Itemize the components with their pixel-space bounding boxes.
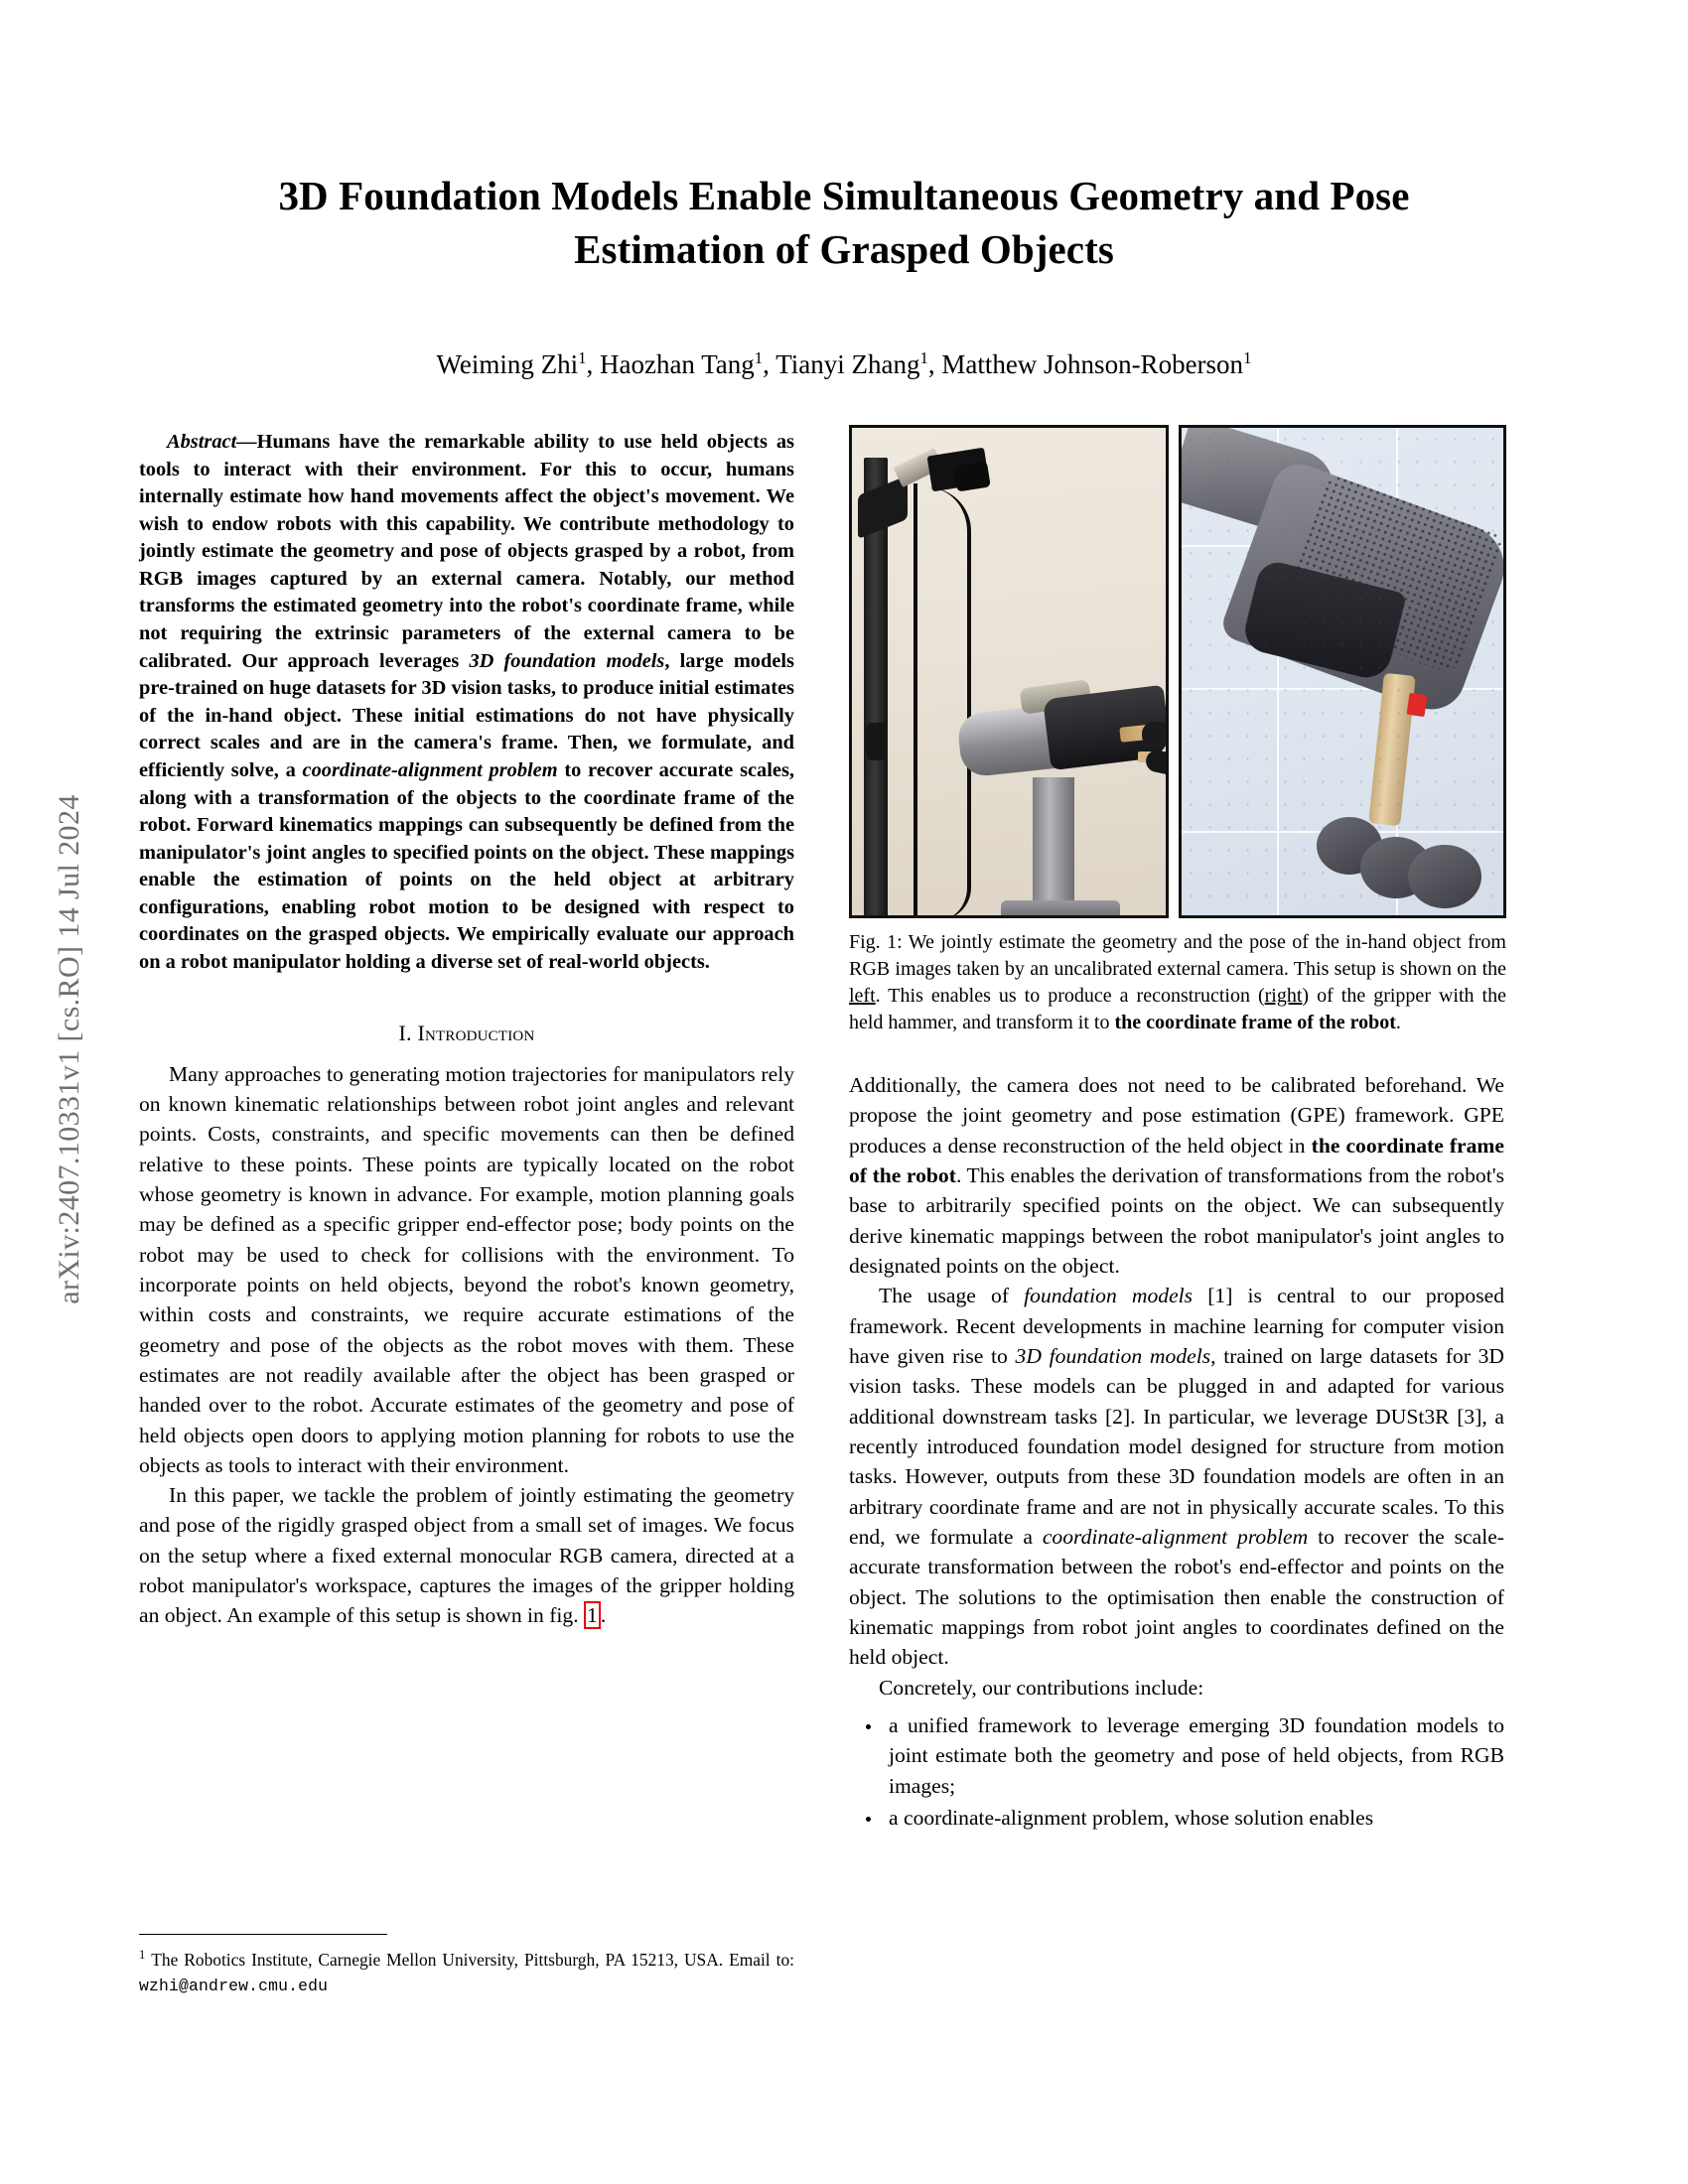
recon-speckle-noise [1182, 428, 1503, 915]
author-1: Weiming Zhi$^1$ [436, 348, 587, 380]
right-p1-text-b: . This enables the derivation of transformations from the robot's base to arbitrarily specified points on the object. We can subsequently derive kinematic mappings between the robot manipulator's joint angles to designated points on the object. [849, 1162, 1504, 1278]
right-p1-text-a: Additionally, the camera does not need to be calibrated beforehand. We propose the joint geometry and pose estimation (GPE) framework. GPE produces a dense reconstruction of the held object in [849, 1073, 1504, 1158]
abstract-emph-3d-foundation-models: 3D foundation models [469, 649, 665, 672]
caption-text-d: . [1395, 1011, 1401, 1033]
gripper-finger-upper [1142, 722, 1169, 748]
camera-cable-lower [927, 487, 971, 918]
author-4: Matthew Johnson-Roberson$^1$ [941, 348, 1252, 380]
abstract [139, 429, 794, 977]
figure-left-photo [849, 425, 1169, 918]
abstract-text-1: Humans have the remarkable ability to use held objects as tools to interact with their environment. For this to occur, humans internally estimate how hand movements affect the object's movement. We wish to endow robots with this capability. We contribute methodology to jointly estimate the geometry and pose of objects grasped by a robot, from RGB images captured by an external camera. Notably, our method transforms the estimated geometry into the robot's coordinate frame, while not requiring the extrinsic parameters of the external camera to be calibrated. Our approach leverages [139, 431, 794, 672]
section-title: Introduction [417, 1020, 535, 1045]
author-3-affil-marker: 1 [919, 348, 928, 368]
caption-right-link[interactable]: right [1264, 984, 1303, 1007]
abstract-emph-coordinate-alignment: coordinate-alignment problem [302, 758, 558, 781]
contributions-list [849, 1710, 1504, 1833]
caption-left-link[interactable]: left [849, 984, 876, 1007]
caption-text-c: ) of the gripper with the held hammer, and transform it to [849, 984, 1506, 1033]
title-block [149, 169, 1539, 382]
figure-1 [849, 425, 1506, 1036]
robot-arm-photo [852, 428, 1166, 915]
section-heading-introduction [139, 1021, 794, 1046]
robot-base-foot [1001, 900, 1120, 918]
figure-reference-link[interactable]: 1 [584, 1601, 601, 1629]
right-paragraph-2 [849, 1281, 1504, 1672]
author-2-affil-marker: 1 [754, 348, 764, 368]
right-p2-emph-3d-foundation-models: 3D foundation models [1015, 1343, 1211, 1368]
right-paragraph-1 [849, 1070, 1504, 1281]
title-line-1: 3D Foundation Models Enable Simultaneous Geometry and Pose [278, 173, 1410, 218]
right-p1-bold-phrase: the coordinate frame of the robot [849, 1133, 1504, 1187]
3d-reconstruction-point-cloud [1182, 428, 1503, 915]
title-line-2: Estimation of Grasped Objects [574, 226, 1114, 273]
intro-p2-text-a: In this paper, we tackle the problem of jointly estimating the geometry and pose of the rigidly grasped object from a small set of images. We focus on the setup where a fixed external monocular RGB camera, directed at a robot manipulator's workspace, captures the images of the gripper holding an object. An example of this setup is shown in fig. [139, 1483, 794, 1628]
author-1-affil-marker: 1 [578, 348, 587, 368]
tripod-knob [866, 723, 888, 760]
footnote [139, 1948, 794, 1997]
left-column [139, 429, 794, 1631]
abstract-text-3: to recover accurate scales, along with a transformation of the objects to the coordinate frame of the robot. Forward kinematics mappings can subsequently be defined from the manipulator's joint angles to specified points on the object. These mappings enable the estimation of points on the held object at arbitrary configurations, enabling robot motion to be designed with respect to coordinates on the grasped objects. We empirically evaluate our approach on a robot manipulator holding a diverse set of real-world objects. [139, 758, 795, 973]
author-4-affil-marker: 1 [1243, 348, 1252, 368]
arxiv-stamp: arXiv:2407.10331v1 [cs.RO] 14 Jul 2024 [53, 794, 85, 1304]
intro-paragraph-1: Many approaches to generating motion trajectories for manipulators rely on known kinematic relationships between robot joint angles and relevant points. Costs, constraints, and specific movements can then be defined relative to these points. These points are typically located on the robot whose geometry is known in advance. For example, motion planning goals may be defined as a specific gripper end-effector pose; body points on the robot may be used to check for collisions with the environment. To incorporate points on held objects, beyond the robot's known geometry, within costs and constraints, we require accurate estimations of the geometry and pose of the objects as the robot moves with them. These estimates are not readily available after the object has been grasped or handed over to the robot. Accurate estimates of the geometry and pose of held objects open doors to applying motion planning for robots to use the objects as tools to interact with their environment. [139, 1061, 794, 1477]
right-p2-text-d: to recover the scale-accurate transformation between the robot's end-effector and points on the object. The solutions to the optimisation then enable the construction of kinematic mappings from robot joint angles to coordinates defined on the held object. [849, 1524, 1504, 1670]
figure-image-row [849, 425, 1506, 918]
intro-paragraph-2 [139, 1480, 794, 1631]
robot-base-column [1033, 777, 1074, 918]
right-p2-text-a: The usage of [879, 1284, 1025, 1308]
figure-caption [849, 929, 1506, 1036]
right-p2-emph-coordinate-alignment: coordinate-alignment problem [1042, 1524, 1309, 1549]
footnote-rule [139, 1934, 387, 1935]
list-item: • a coordinate-alignment problem, whose solution enables [883, 1803, 1504, 1833]
right-p2-emph-foundation-models: foundation models [1024, 1284, 1194, 1308]
author-list: Weiming Zhi$^1$, Haozhan Tang$^1$, Tianyi Zhang$^1$, Matthew Johnson-Roberson$^1$ [436, 348, 1252, 380]
page-title [149, 169, 1539, 276]
right-p2-text-c: , trained on large datasets for 3D vision tasks. These models can be plugged in and adapted for various additional downstream tasks [2]. In particular, we leverage DUSt3R [3], a recently introduced foundation model designed for structure from motion tasks. However, outputs from these 3D foundation models are often in an arbitrary coordinate frame and are not in physically accurate scales. To this end, we formulate a [849, 1343, 1504, 1549]
right-column [849, 1070, 1504, 1835]
author-2: Haozhan Tang$^1$ [599, 348, 764, 380]
list-item: • a unified framework to leverage emerging 3D foundation models to joint estimate both the geometry and pose of held objects, from RGB images; [883, 1710, 1504, 1801]
footnote-email[interactable]: wzhi@andrew.cmu.edu [139, 1976, 329, 1995]
section-numeral: I. [398, 1020, 412, 1045]
caption-text-a: Fig. 1: We jointly estimate the geometry and the pose of the in-hand object from RGB images taken by an uncalibrated external camera. This setup is shown on the [849, 931, 1506, 980]
intro-p2-text-b: . [600, 1603, 607, 1628]
abstract-text-2: , large models pre-trained on huge datasets for 3D vision tasks, to produce initial estimates of the in-hand object. These initial estimations do not have physically correct scales and are in the camera's frame. Then, we formulate, and efficiently solve, a [139, 649, 794, 781]
right-paragraph-3: Concretely, our contributions include: [879, 1675, 1204, 1700]
figure-right-reconstruction [1179, 425, 1506, 918]
caption-bold-phrase: the coordinate frame of the robot [1114, 1011, 1396, 1033]
abstract-label: Abstract— [167, 431, 257, 453]
author-3: Tianyi Zhang$^1$ [775, 348, 928, 380]
footnote-marker: 1 [139, 1948, 146, 1963]
footnote-text: The Robotics Institute, Carnegie Mellon University, Pittsburgh, PA 15213, USA. Email to: [151, 1950, 794, 1970]
caption-text-b: . This enables us to produce a reconstruction ( [875, 984, 1265, 1007]
right-p2-text-b: [1] is central to our proposed framework. Recent developments in machine learning for computer vision have given rise to [849, 1284, 1505, 1368]
